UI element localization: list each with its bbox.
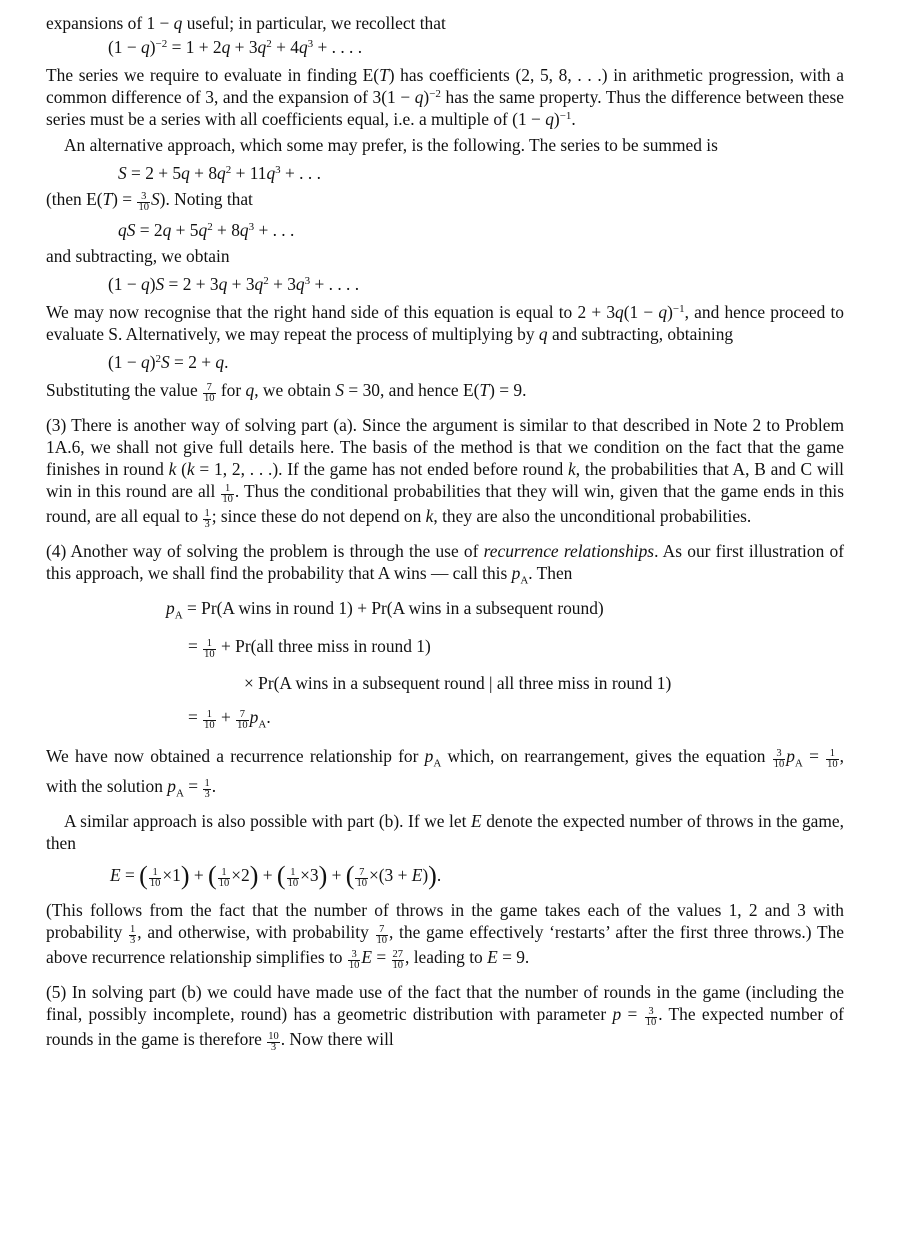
equation-3: qS = $2q + 5q^2 + 8q^3$ + . . .	[118, 220, 295, 240]
paragraph-alternative: An alternative approach, which some may prefer, is the following. The series to be summed is	[64, 135, 718, 155]
paragraph-series: The series we require to evaluate in finding E(T) has coefficients (2, 5, 8, . . .) in arithmetic progression, with a common difference of 3, and the expansion of $3(1 - q)^{-2}$ has the same property. Thus the difference between these series must be a series with all coefficients equal, i.e. a multiple of $(1 - q)^{-1}$.	[46, 65, 844, 129]
equation-6d: = $\frac{1}{10}$ + $\frac{7}{10}$ $p_A$.	[188, 706, 271, 731]
equation-6c: × Pr(A wins in a subsequent round | all three miss in round 1)	[244, 672, 672, 693]
paragraph-note-3: (3) There is another way of solving part (a). Since the argument is similar to that described in Note 2 to Problem 1A.6, we shall not give full details here. The basis of the method is that we condition on the fact that the game finishes in round k (k = 1, 2, . . .). If the game has not ended before round k, the probabilities that A, B and C will win in this round are all $\frac{1}{10}$ . Thus the conditional probabilities that they will win, given that the game ends in this round, are all equal to $\frac{1}{3}$ ; since these do not depend on k, they are also the unconditional probabilities.	[46, 415, 844, 530]
paragraph-recognise: We may now recognise that the right hand side of this equation is equal to $2 + 3q(1 - q)^{-1}$, and hence proceed to evaluate S. Alternatively, we may repeat the process of multiplying by q and subtracting, obtaining	[46, 302, 844, 344]
equation-1: $(1 - q)^{-2} = 1 + 2q + 3q^2 + 4q^3$ + . . . .	[108, 37, 363, 57]
equation-6b: = $\frac{1}{10}$ + Pr(all three miss in round 1)	[188, 635, 431, 660]
paragraph-follows: (This follows from the fact that the number of throws in the game takes each of the values 1, 2 and 3 with probability $\frac{1}{3}$ , and otherwise, with probability $\frac{7}{10}$ , the game effectively ‘restarts’ after the first three throws.) The above recurrence relationship simplifies to $\frac{3}{10}$ E = $\frac{27}{10}$ , leading to E = 9.	[46, 900, 844, 972]
equation-6a: $p_A = Pr(A$ wins in round 1) + Pr(A wins in a subsequent round)	[166, 598, 604, 622]
paragraph-note-4: (4) Another way of solving the problem is through the use of recurrence relationships. As our first illustration of this approach, we shall find the probability that A wins — call this $p_A$. Then	[46, 541, 844, 587]
equation-7: E = ( $\frac{1}{10}$ ×1) + ( $\frac{1}{10}$ ×2) + ( $\frac{1}{10}$ ×3) + ( $\frac{7}{10}$ ×(3 + E)).	[110, 861, 442, 891]
equation-5: $(1 - q)^2S = 2 + q$.	[108, 352, 229, 372]
paragraph-recurrence: We have now obtained a recurrence relationship for $p_A$ which, on rearrangement, gives the equation $\frac{3}{10}$ $p_A$ = $\frac{1}{10}$ , with the solution $p_A$ = $\frac{1}{3}$ .	[46, 746, 844, 800]
paragraph-substituting: Substituting the value $\frac{7}{10}$ for q, we obtain S = 30, and hence E(T) = 9.	[46, 380, 527, 404]
paragraph-then: (then E(T) = $\frac{3}{10}$ S). Noting that	[46, 189, 253, 213]
paragraph-subtracting: and subtracting, we obtain	[46, 246, 230, 266]
paragraph-intro: expansions of 1 − q useful; in particular, we recollect that	[46, 13, 446, 33]
equation-2: $S = 2 + 5q + 8q^2 + 11q^3$ + . . .	[118, 163, 321, 183]
paragraph-note-5: (5) In solving part (b) we could have made use of the fact that the number of rounds in the game (including the final, possibly incomplete, round) has a geometric distribution with parameter p = $\frac{3}{10}$ . The expected number of rounds in the game is therefore $\frac{10}{3}$ . Now there will	[46, 982, 844, 1054]
equation-4: $(1 - q)S = 2 + 3q + 3q^2 + 3q^3$ + . . . .	[108, 274, 360, 294]
paragraph-similar: A similar approach is also possible with part (b). If we let E denote the expected number of throws in the game, then	[46, 811, 844, 854]
